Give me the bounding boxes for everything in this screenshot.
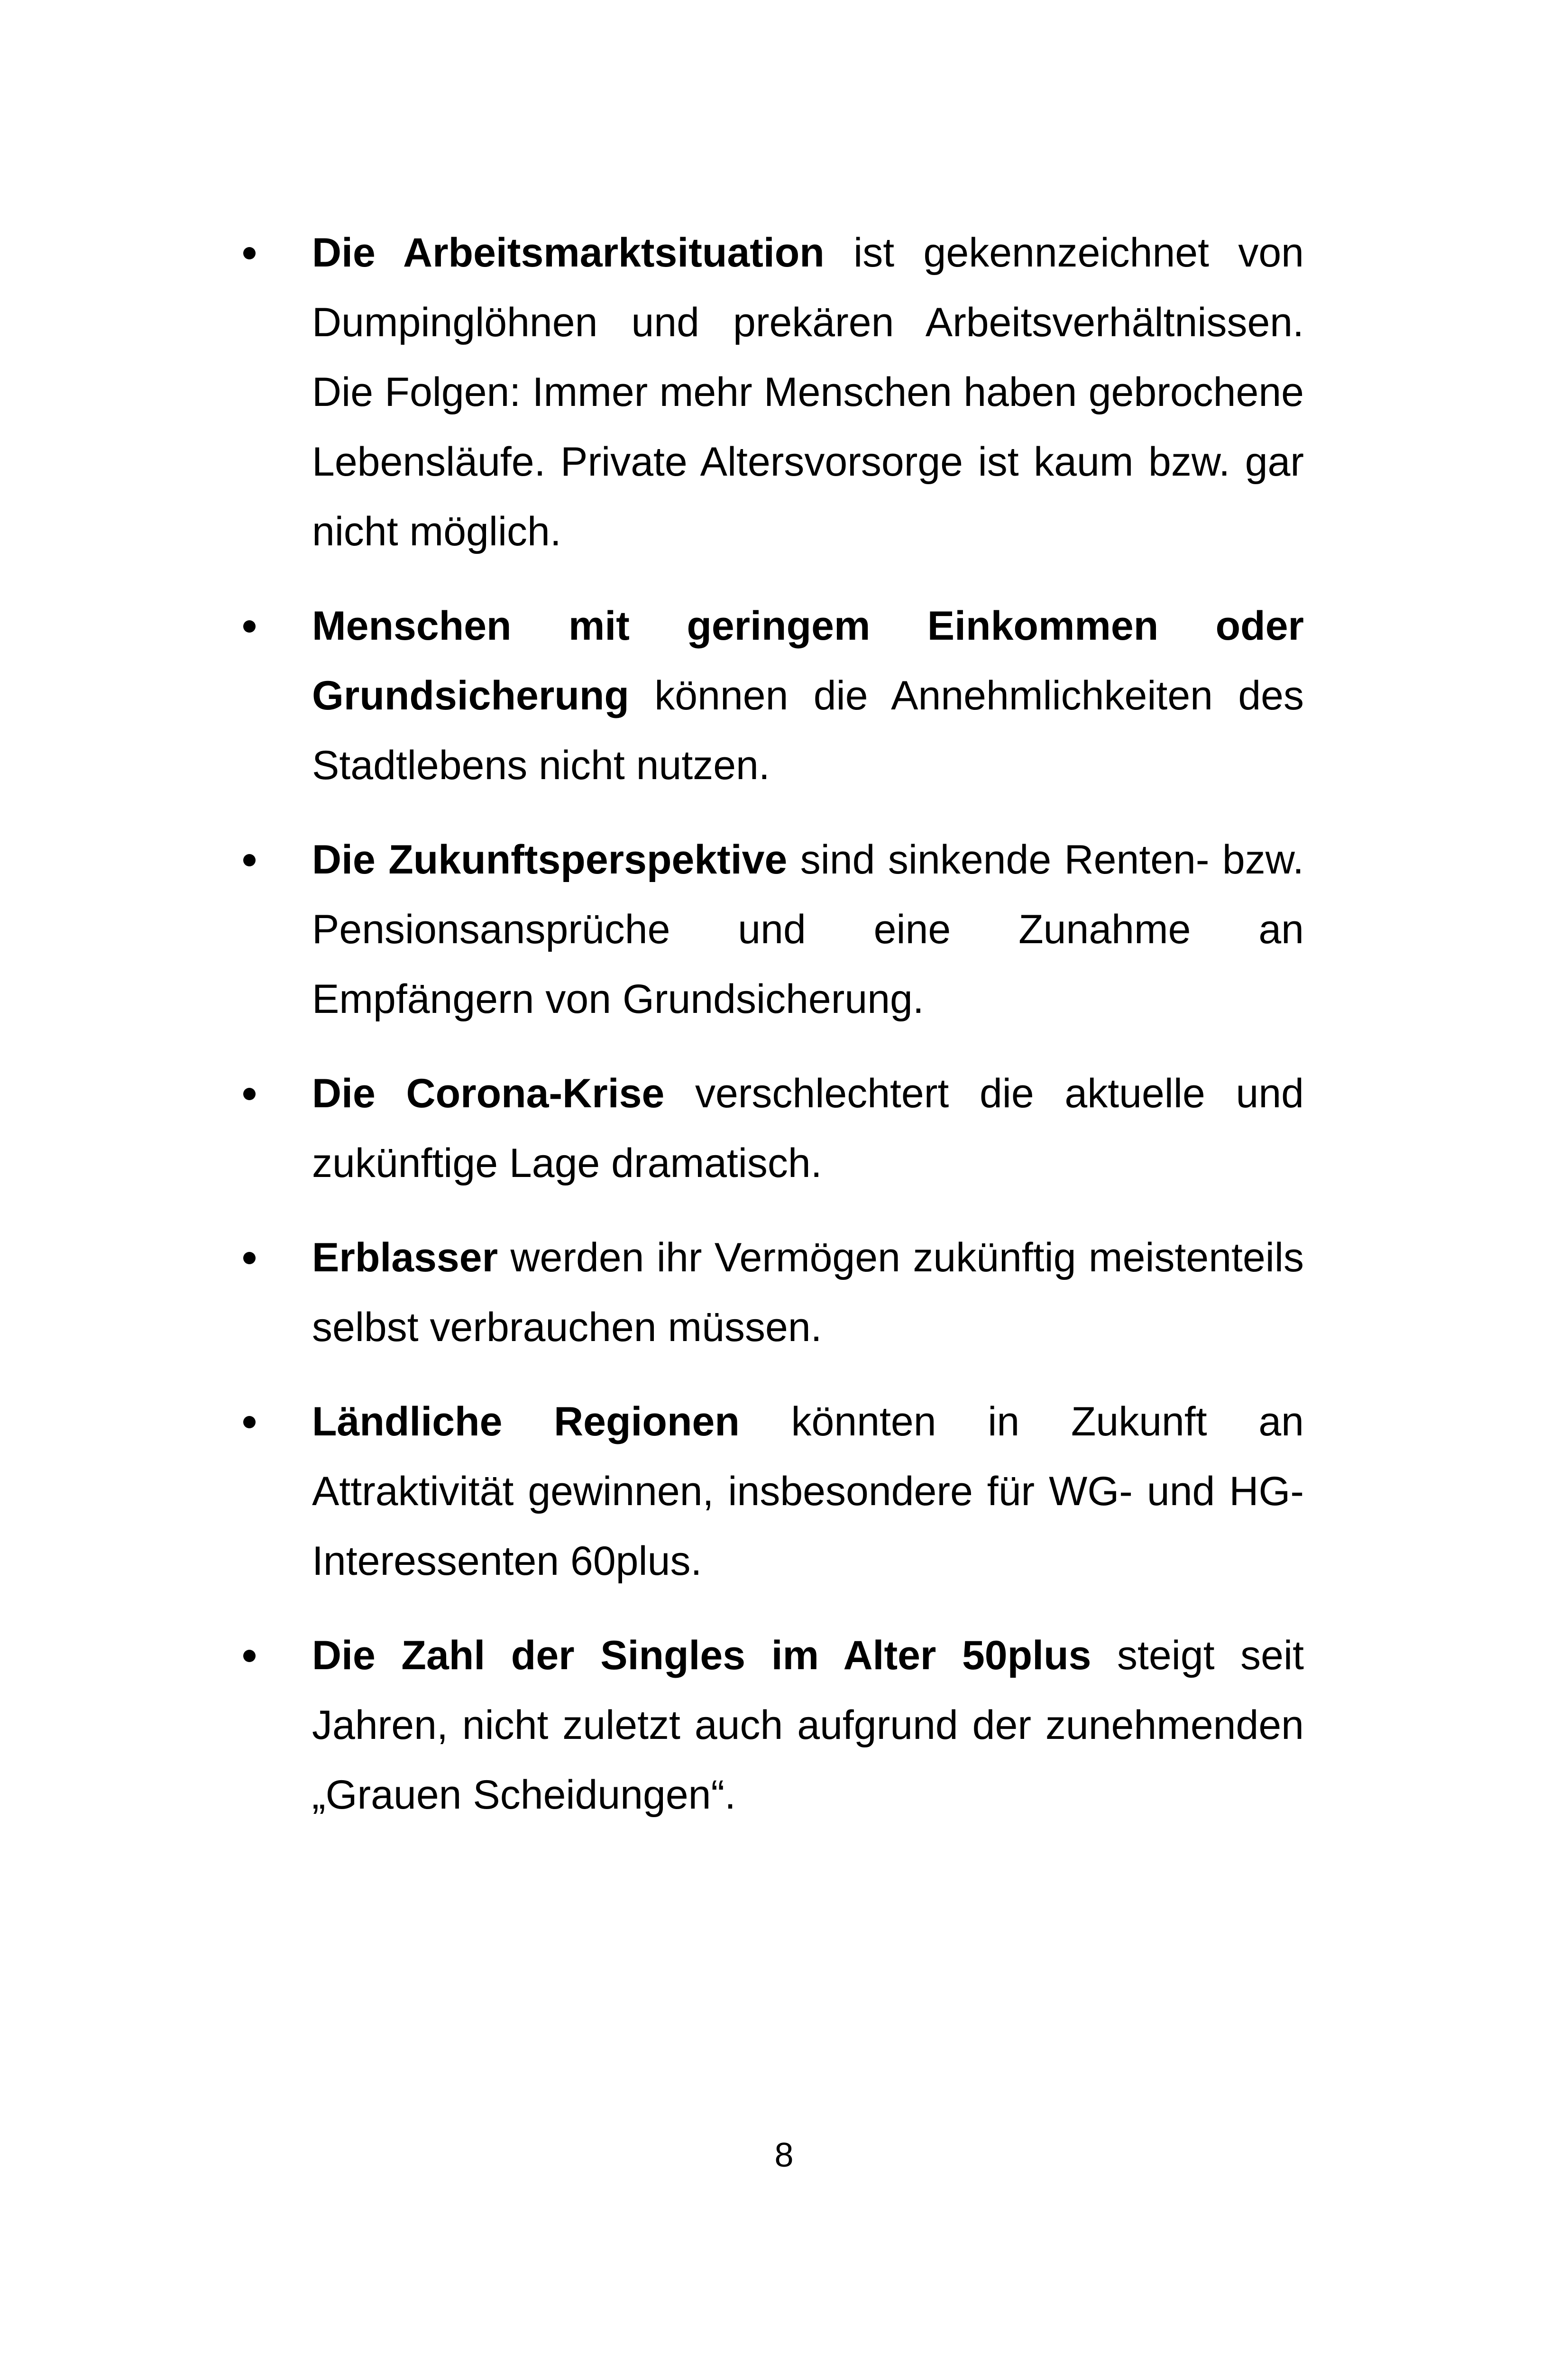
list-item [237,218,1304,567]
item-lead: Ländliche Regionen [312,1399,740,1444]
list-item [237,1059,1304,1198]
list-item [237,1621,1304,1830]
item-lead: Die Corona-Krise [312,1071,665,1116]
item-text: werden ihr Vermögen zukünftig meistenteils selbst verbrauchen müssen. [312,1235,1304,1350]
bullet-list [237,218,1304,1855]
item-lead: Menschen mit geringem Einkommen oder Grundsicherung [312,603,1304,718]
list-item [237,591,1304,800]
item-lead: Die Arbeitsmarktsituation [312,230,825,276]
item-text: könnten in Zukunft an Attraktivität gewinnen, insbesondere für WG- und HG-Interessenten 60plus. [312,1399,1304,1584]
bullet-icon [243,1088,256,1100]
item-text: sind sinkende Renten- bzw. Pensionsansprüche und eine Zunahme an Empfängern von Grundsicherung. [312,837,1304,1022]
item-lead: Erblasser [312,1235,498,1280]
item-text: ist gekennzeichnet von Dumpinglöhnen und prekären Arbeitsverhältnissen. Die Folgen: Immer mehr Menschen haben gebrochene Lebensläufe. Private Altersvorsorge ist kaum bzw. gar nicht möglich. [312,230,1304,554]
bullet-icon [243,1252,256,1264]
item-text: steigt seit Jahren, nicht zuletzt auch aufgrund der zunehmenden „Grauen Scheidungen“. [312,1633,1304,1818]
page-number: 8 [774,2136,794,2174]
item-text: können die Annehmlichkeiten des Stadtlebens nicht nutzen. [312,673,1304,788]
bullet-icon [243,854,256,866]
list-item [237,1223,1304,1362]
item-lead: Die Zukunftsperspektive [312,837,788,882]
bullet-icon [243,1650,256,1662]
bullet-icon [243,1416,256,1428]
item-text: verschlechtert die aktuelle und zukünftige Lage dramatisch. [312,1071,1304,1186]
item-lead: Die Zahl der Singles im Alter 50plus [312,1633,1091,1678]
bullet-icon [243,247,256,259]
list-item [237,1387,1304,1596]
bullet-icon [243,620,256,633]
list-item [237,825,1304,1034]
